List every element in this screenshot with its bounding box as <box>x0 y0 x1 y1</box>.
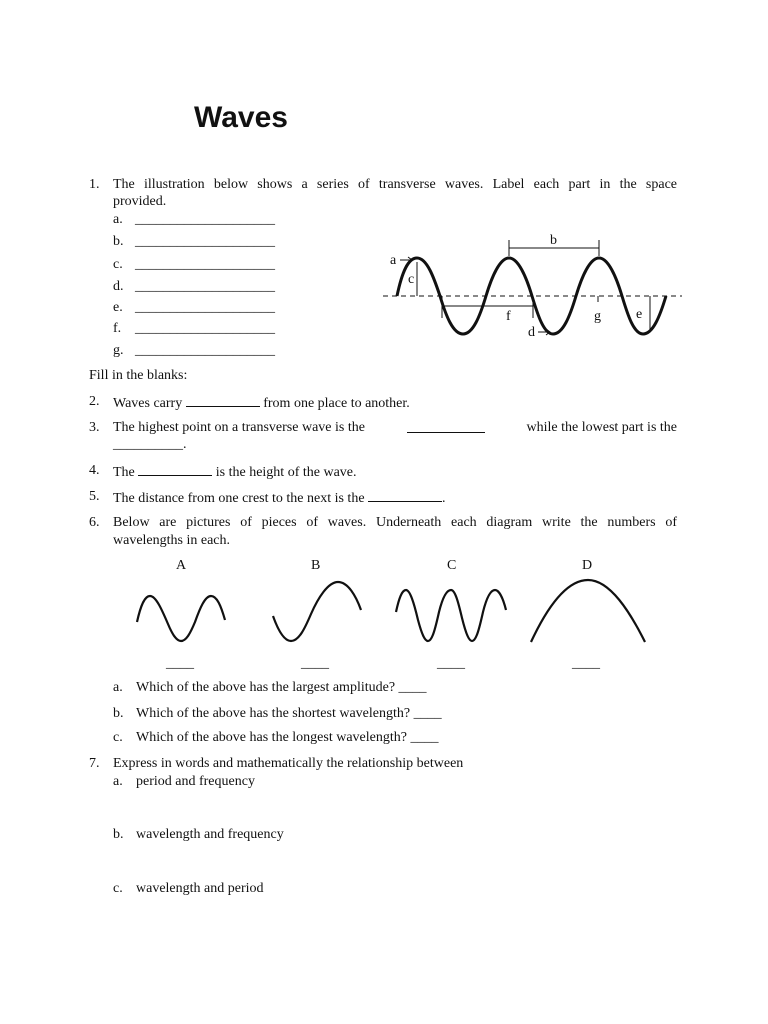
wave-piece-c <box>396 590 506 641</box>
q1-answer-blank-e[interactable]: ____________________ <box>135 300 275 315</box>
q1-text: The illustration below shows a series of transverse waves. Label each part in the space <box>113 177 677 192</box>
label-b: b <box>550 233 557 248</box>
q4-number: 4. <box>89 463 100 478</box>
diagram-label-b: B <box>311 558 321 573</box>
q7-sub-letter: a. <box>113 774 123 789</box>
q7-sub-a-text: period and frequency <box>136 774 255 789</box>
wave-piece-b <box>273 582 361 641</box>
q6-sub-a-text: Which of the above has the largest amplitude? ____ <box>136 680 427 695</box>
q7-sub-letter: b. <box>113 827 124 842</box>
q2-before: Waves carry <box>113 396 183 411</box>
q6-number: 6. <box>89 515 100 530</box>
q5-after: . <box>442 491 446 506</box>
q1-number: 1. <box>89 177 100 192</box>
q1-answer-blank-g[interactable]: ____________________ <box>135 343 275 358</box>
q7-number: 7. <box>89 756 100 771</box>
q3-answer-blank-2[interactable]: __________. <box>113 437 187 452</box>
q7-sub-b-text: wavelength and frequency <box>136 827 284 842</box>
q6-text: Below are pictures of pieces of waves. Underneath each diagram write the numbers of <box>113 515 677 530</box>
q2-number: 2. <box>89 394 100 409</box>
q6-sub-b-text: Which of the above has the shortest wavelength? ____ <box>136 706 442 721</box>
fill-in-heading: Fill in the blanks: <box>89 368 188 383</box>
diagram-d-answer-blank[interactable]: ____ <box>572 656 600 671</box>
q1-item-letter: d. <box>113 279 124 294</box>
q1-item-letter: f. <box>113 321 122 336</box>
q1-answer-blank-d[interactable]: ____________________ <box>135 279 275 294</box>
q1-item-letter: c. <box>113 257 123 272</box>
page-title: Waves <box>194 101 288 134</box>
q7-sub-c-text: wavelength and period <box>136 881 264 896</box>
label-f: f <box>506 309 511 324</box>
diagram-label-d: D <box>582 558 593 573</box>
q2-after: from one place to another. <box>263 396 410 411</box>
q7-sub-letter: c. <box>113 881 123 896</box>
q7-text: Express in words and mathematically the relationship between <box>113 756 464 771</box>
q3-number: 3. <box>89 420 100 435</box>
label-c: c <box>408 272 415 287</box>
q5-number: 5. <box>89 489 100 504</box>
q6-sub-letter: a. <box>113 680 123 695</box>
q1-item-letter: a. <box>113 212 123 227</box>
q1-item-letter: e. <box>113 300 123 315</box>
label-g: g <box>594 309 601 324</box>
q1-item-letter: b. <box>113 234 124 249</box>
label-a: a <box>390 253 397 268</box>
diagram-label-c: C <box>447 558 457 573</box>
label-e: e <box>636 307 643 322</box>
q1-text-line2: provided. <box>113 194 167 209</box>
q3-before: The highest point on a transverse wave is the <box>113 420 365 435</box>
q6-sub-letter: c. <box>113 730 123 745</box>
q1-item-letter: g. <box>113 343 124 358</box>
q6-text-line2: wavelengths in each. <box>113 533 231 548</box>
q1-answer-blank-c[interactable]: ____________________ <box>135 257 275 272</box>
q4-after: is the height of the wave. <box>215 465 357 480</box>
q4-before: The <box>113 465 135 480</box>
q6-sub-c-text: Which of the above has the longest wavelength? ____ <box>136 730 439 745</box>
diagram-a-answer-blank[interactable]: ____ <box>166 656 194 671</box>
q1-answer-blank-f[interactable]: ____________________ <box>135 321 275 336</box>
q1-answer-blank-a[interactable]: ____________________ <box>135 212 275 227</box>
q1-answer-blank-b[interactable]: ____________________ <box>135 234 275 249</box>
diagram-b-answer-blank[interactable]: ____ <box>301 656 329 671</box>
label-d: d <box>528 325 535 340</box>
diagram-label-a: A <box>176 558 187 573</box>
q6-sub-letter: b. <box>113 706 124 721</box>
diagram-c-answer-blank[interactable]: ____ <box>437 656 465 671</box>
q3-middle: while the lowest part is the <box>526 420 677 435</box>
q5-before: The distance from one crest to the next is the <box>113 491 365 506</box>
wave-piece-d <box>531 580 645 642</box>
wave-piece-a <box>137 596 225 641</box>
